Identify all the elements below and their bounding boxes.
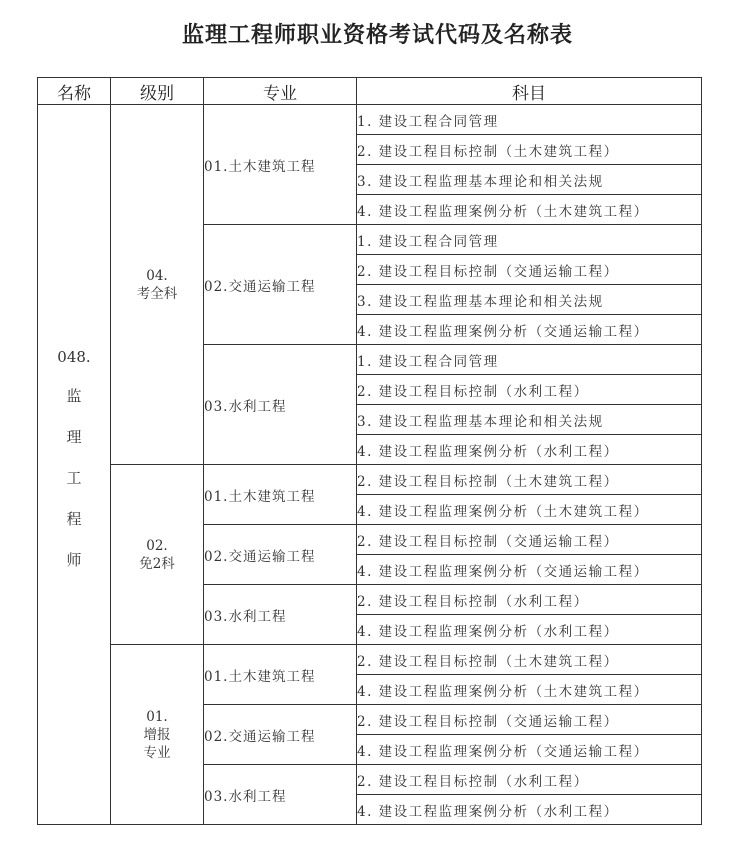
level-cell <box>111 465 204 645</box>
subject-cell: 4. 建设工程监理案例分析（土木建筑工程） <box>357 495 702 525</box>
name-char: 程 <box>66 510 82 528</box>
name-char: 监 <box>66 387 82 405</box>
major-cell: 02.交通运输工程 <box>204 525 357 585</box>
subject-cell: 2. 建设工程目标控制（水利工程） <box>357 585 702 615</box>
header-row <box>38 78 702 105</box>
subject-cell: 2. 建设工程目标控制（交通运输工程） <box>357 255 702 285</box>
name-char: 师 <box>66 551 82 569</box>
subject-cell: 1. 建设工程合同管理 <box>357 345 702 375</box>
exam-code-table <box>37 77 702 825</box>
major-cell: 02.交通运输工程 <box>204 705 357 765</box>
subject-cell: 2. 建设工程目标控制（水利工程） <box>357 765 702 795</box>
subject-cell: 2. 建设工程目标控制（交通运输工程） <box>357 705 702 735</box>
name-cell <box>38 105 111 825</box>
major-cell: 02.交通运输工程 <box>204 225 357 345</box>
header-major: 专业 <box>204 78 357 105</box>
subject-cell: 2. 建设工程目标控制（土木建筑工程） <box>357 465 702 495</box>
header-level: 级别 <box>111 78 204 105</box>
level-label: 考全科 <box>136 285 178 302</box>
level-label: 专业 <box>143 744 171 761</box>
header-name: 名称 <box>38 78 111 105</box>
page-title: 监理工程师职业资格考试代码及名称表 <box>181 23 573 48</box>
level-label: 增报 <box>143 726 171 743</box>
table-row <box>38 465 702 495</box>
subject-cell: 3. 建设工程监理基本理论和相关法规 <box>357 405 702 435</box>
name-char: 工 <box>66 469 82 487</box>
level-code: 01. <box>146 708 168 725</box>
subject-cell: 4. 建设工程监理案例分析（交通运输工程） <box>357 735 702 765</box>
major-cell: 01.土木建筑工程 <box>204 645 357 705</box>
major-cell: 03.水利工程 <box>204 765 357 825</box>
name-code: 048. <box>57 348 91 366</box>
subject-cell: 3. 建设工程监理基本理论和相关法规 <box>357 285 702 315</box>
subject-cell: 4. 建设工程监理案例分析（交通运输工程） <box>357 315 702 345</box>
subject-cell: 2. 建设工程目标控制（土木建筑工程） <box>357 135 702 165</box>
header-subject: 科目 <box>357 78 702 105</box>
major-cell: 01.土木建筑工程 <box>204 465 357 525</box>
subject-cell: 1. 建设工程合同管理 <box>357 225 702 255</box>
major-cell: 03.水利工程 <box>204 585 357 645</box>
subject-cell: 1. 建设工程合同管理 <box>357 105 702 135</box>
name-char: 理 <box>66 428 82 446</box>
subject-cell: 3. 建设工程监理基本理论和相关法规 <box>357 165 702 195</box>
level-code: 04. <box>146 267 168 284</box>
level-cell <box>111 105 204 465</box>
subject-cell: 4. 建设工程监理案例分析（土木建筑工程） <box>357 195 702 225</box>
major-cell: 03.水利工程 <box>204 345 357 465</box>
subject-cell: 4. 建设工程监理案例分析（土木建筑工程） <box>357 675 702 705</box>
subject-cell: 4. 建设工程监理案例分析（水利工程） <box>357 435 702 465</box>
level-cell <box>111 645 204 825</box>
subject-cell: 4. 建设工程监理案例分析（水利工程） <box>357 615 702 645</box>
level-label: 免2科 <box>139 555 175 572</box>
subject-cell: 2. 建设工程目标控制（土木建筑工程） <box>357 645 702 675</box>
subject-cell: 4. 建设工程监理案例分析（水利工程） <box>357 795 702 825</box>
table-row <box>38 645 702 675</box>
table-row <box>38 105 702 135</box>
subject-cell: 2. 建设工程目标控制（水利工程） <box>357 375 702 405</box>
subject-cell: 4. 建设工程监理案例分析（交通运输工程） <box>357 555 702 585</box>
subject-cell: 2. 建设工程目标控制（交通运输工程） <box>357 525 702 555</box>
level-code: 02. <box>146 537 168 554</box>
major-cell: 01.土木建筑工程 <box>204 105 357 225</box>
